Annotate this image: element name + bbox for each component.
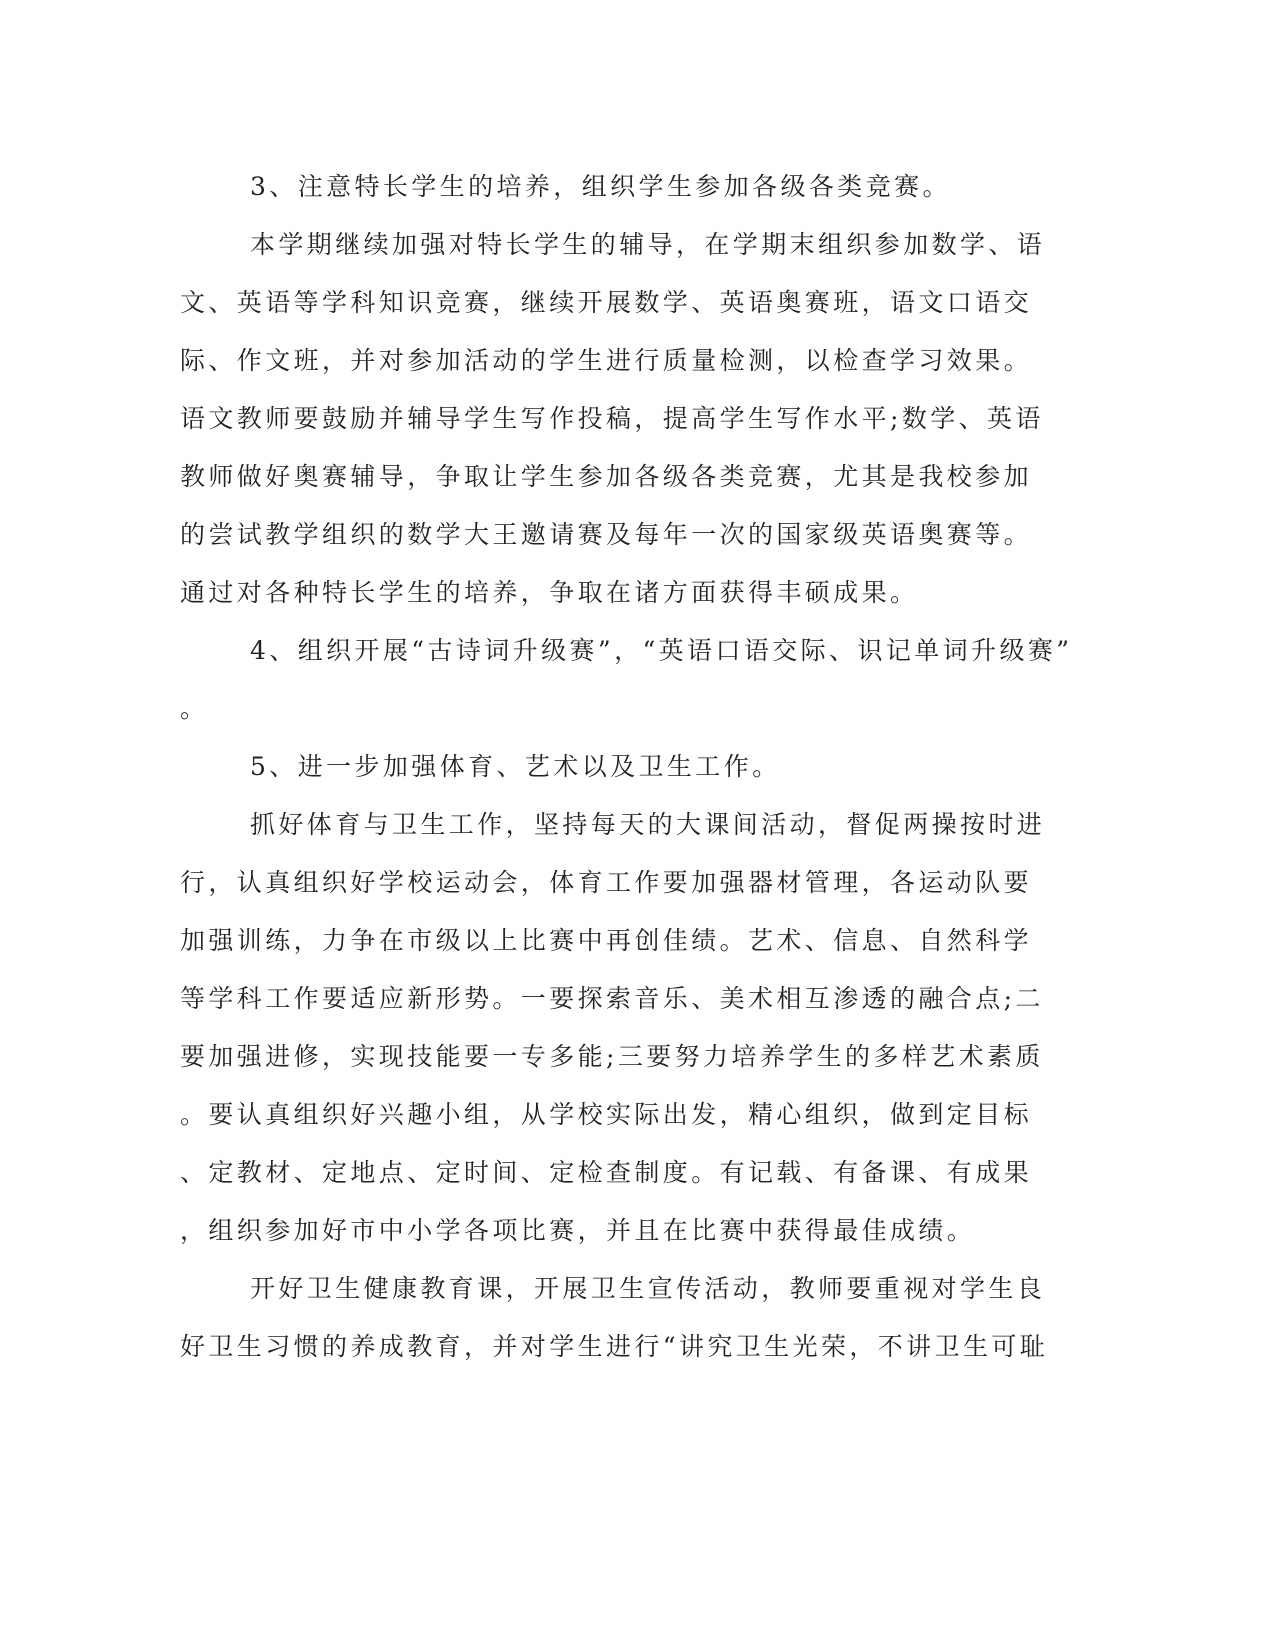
paragraph-first-line: 5、进一步加强体育、艺术以及卫生工作。 — [250, 752, 781, 781]
paragraph-first-line: 本学期继续加强对特长学生的辅导，在学期末组织参加数学、语 — [250, 230, 1046, 259]
paragraph-first-line: 4、组织开展“古诗词升级赛”，“英语口语交际、识记单词升级赛” — [250, 636, 1073, 665]
paragraph-first-line: 开好卫生健康教育课，开展卫生宣传活动，教师要重视对学生良 — [250, 1274, 1046, 1303]
paragraph-first-line: 3、注意特长学生的培养，组织学生参加各级各类竞赛。 — [250, 172, 951, 201]
text-line: 好卫生习惯的养成教育，并对学生进行“讲究卫生光荣，不讲卫生可耻 — [180, 1332, 1049, 1361]
text-line: 的尝试教学组织的数学大王邀请赛及每年一次的国家级英语奥赛等。 — [180, 520, 1033, 549]
text-line: 文、英语等学科知识竞赛，继续开展数学、英语奥赛班，语文口语交 — [180, 288, 1033, 317]
text-line: 、定教材、定地点、定时间、定检查制度。有记载、有备课、有成果 — [180, 1158, 1033, 1187]
text-line: 通过对各种特长学生的培养，争取在诸方面获得丰硕成果。 — [180, 578, 919, 607]
text-line: 等学科工作要适应新形势。一要探索音乐、美术相互渗透的融合点;二 — [180, 984, 1044, 1013]
text-line: ，组织参加好市中小学各项比赛，并且在比赛中获得最佳成绩。 — [180, 1216, 976, 1245]
text-line: 加强训练，力争在市级以上比赛中再创佳绩。艺术、信息、自然科学 — [180, 926, 1033, 955]
document-body — [180, 158, 1073, 1376]
text-line: 要加强进修，实现技能要一专多能;三要努力培养学生的多样艺术素质 — [180, 1042, 1044, 1071]
text-line: 。 — [180, 694, 209, 723]
text-line: 教师做好奥赛辅导，争取让学生参加各级各类竞赛，尤其是我校参加 — [180, 462, 1033, 491]
paragraph-first-line: 抓好体育与卫生工作，坚持每天的大课间活动，督促两操按时进 — [250, 810, 1046, 839]
text-line: 语文教师要鼓励并辅导学生写作投稿，提高学生写作水平;数学、英语 — [180, 404, 1044, 433]
text-line: 际、作文班，并对参加活动的学生进行质量检测，以检查学习效果。 — [180, 346, 1033, 375]
text-line: 行，认真组织好学校运动会，体育工作要加强器材管理，各运动队要 — [180, 868, 1033, 897]
text-line: 。要认真组织好兴趣小组，从学校实际出发，精心组织，做到定目标 — [180, 1100, 1033, 1129]
